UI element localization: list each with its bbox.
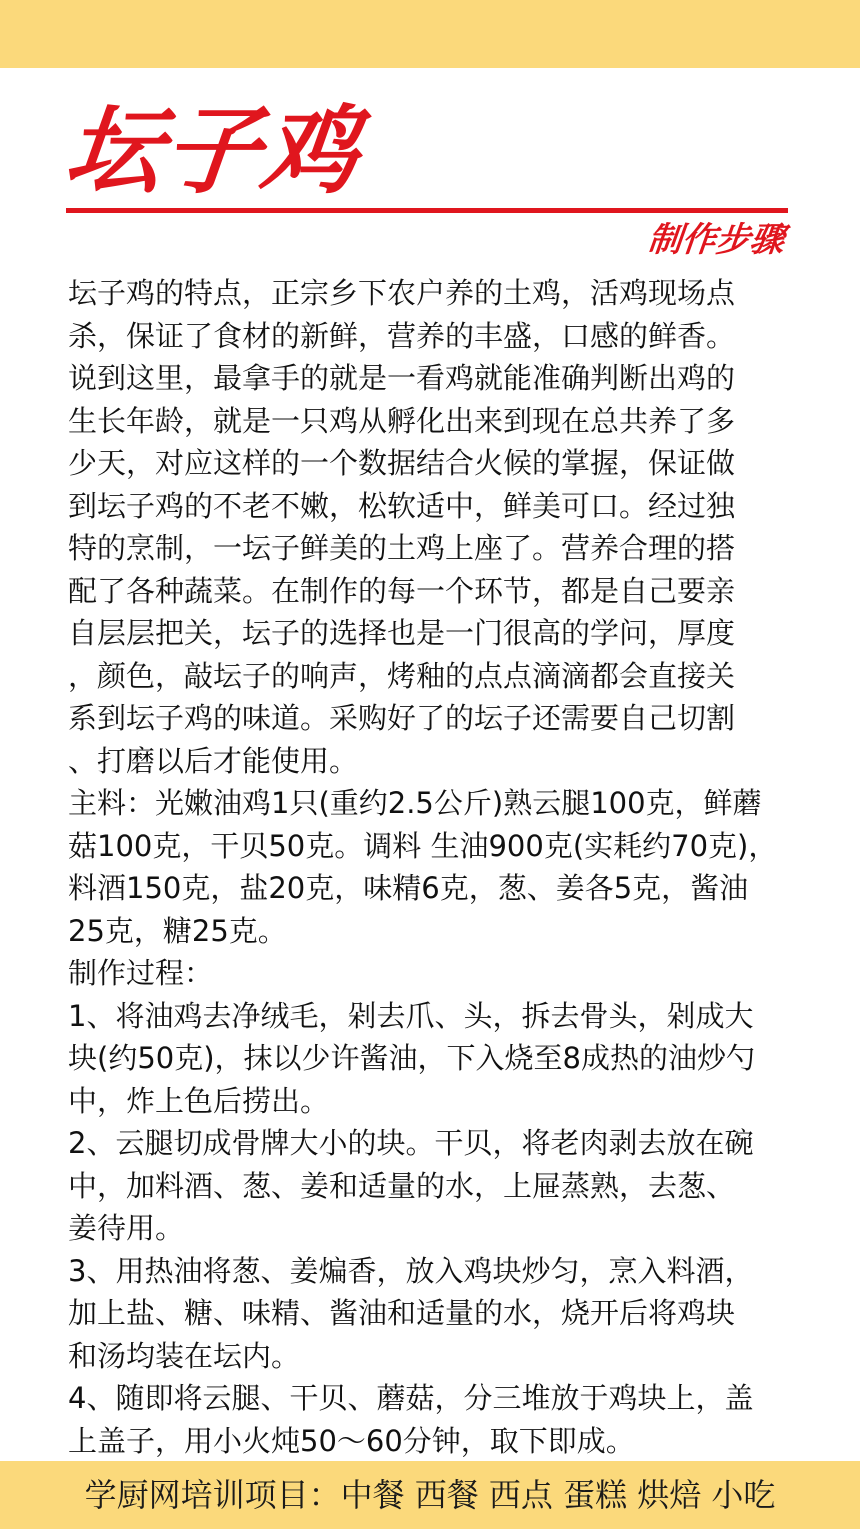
title-divider [66, 208, 788, 213]
text-line: 特的烹制，一坛子鲜美的土鸡上座了。营养合理的搭 [68, 531, 736, 565]
ingredients-line: 主料：光嫩油鸡1只(重约2.5公斤)熟云腿100克，鲜蘑 [68, 786, 762, 820]
text-line: 配了各种蔬菜。在制作的每一个环节，都是自己要亲 [68, 573, 736, 608]
step-line: 2、云腿切成骨牌大小的块。干贝，将老肉剥去放在碗 [68, 1126, 754, 1160]
step-line: 4、随即将云腿、干贝、蘑菇，分三堆放于鸡块上，盖 [68, 1381, 754, 1415]
step-line: 中，炸上色后捞出。 [68, 1083, 330, 1118]
step-line: 加上盐、糖、味精、酱油和适量的水，烧开后将鸡块 [68, 1296, 736, 1330]
ingredients-line: 菇100克，干贝50克。调料 生油900克(实耗约70克)， [68, 828, 778, 863]
text-line: 说到这里，最拿手的就是一看鸡就能准确判断出鸡的 [68, 361, 736, 395]
article-body [68, 272, 796, 1462]
step-line: 姜待用。 [68, 1211, 185, 1245]
steps-heading: 制作过程： [68, 956, 214, 990]
text-line: 坛子鸡的特点，正宗乡下农户养的土鸡，活鸡现场点 [68, 276, 736, 310]
footer-banner [0, 1461, 860, 1529]
text-line: 生长年龄，就是一只鸡从孵化出来到现在总共养了多 [68, 403, 736, 438]
ingredients-line: 25克，糖25克。 [68, 913, 287, 948]
text-line: ，颜色，敲坛子的响声，烤釉的点点滴滴都会直接关 [68, 658, 736, 693]
step-line: 3、用热油将葱、姜煸香，放入鸡块炒匀，烹入料酒， [68, 1253, 754, 1288]
top-banner [0, 0, 860, 68]
step-line: 和汤均装在坛内。 [68, 1338, 301, 1373]
step-line: 上盖子，用小火炖50～60分钟，取下即成。 [68, 1423, 635, 1458]
step-line: 块(约50克)，抹以少许酱油，下入烧至8成热的油炒勺 [68, 1041, 755, 1075]
step-line: 中，加料酒、葱、姜和适量的水，上屉蒸熟，去葱、 [68, 1168, 736, 1203]
text-line: 杀，保证了食材的新鲜，营养的丰盛，口感的鲜香。 [68, 318, 736, 353]
page-title: 坛子鸡 [60, 95, 366, 207]
section-subtitle: 制作步骤 [645, 220, 787, 260]
ingredients-line: 料酒150克，盐20克，味精6克，葱、姜各5克，酱油 [68, 871, 749, 905]
text-line: 系到坛子鸡的味道。采购好了的坛子还需要自己切割 [68, 701, 736, 735]
text-line: 少天，对应这样的一个数据结合火候的掌握，保证做 [68, 446, 736, 480]
footer-text: 学厨网培训项目：中餐 西餐 西点 蛋糕 烘焙 小吃 [84, 1476, 776, 1514]
text-line: 到坛子鸡的不老不嫩，松软适中，鲜美可口。经过独 [68, 488, 736, 523]
text-line: 自层层把关，坛子的选择也是一门很高的学问，厚度 [68, 616, 736, 650]
text-line: 、打磨以后才能使用。 [68, 743, 359, 778]
step-line: 1、将油鸡去净绒毛，剁去爪、头，拆去骨头，剁成大 [68, 998, 754, 1033]
